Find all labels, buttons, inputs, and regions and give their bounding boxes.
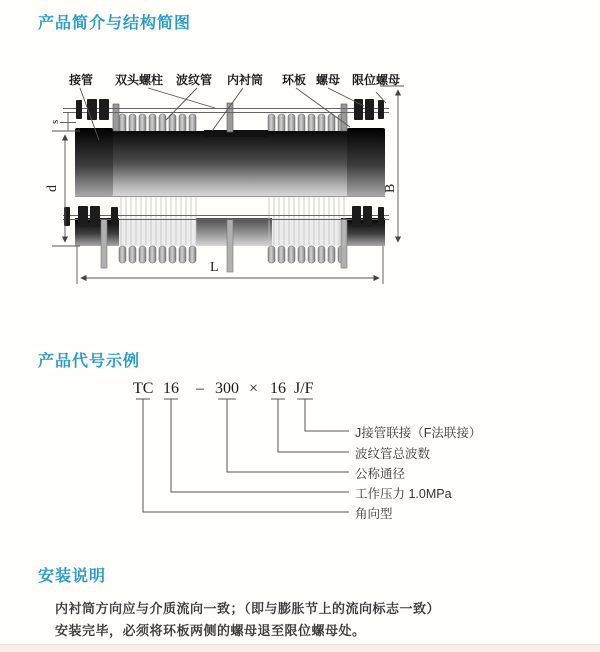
- bellows-convolution: [189, 114, 196, 133]
- code-annotation-type: 角向型: [355, 507, 393, 521]
- code-annotation-pressure: 工作压力 1.0MPa: [355, 487, 452, 501]
- page-bottom-strip: [0, 644, 600, 652]
- lower-bellows-right: [268, 246, 345, 263]
- upper-bellows-right: [268, 114, 345, 133]
- bellows-convolution: [129, 246, 136, 263]
- stud-upper-center: [227, 103, 233, 132]
- bellows-convolution: [328, 246, 335, 263]
- bellows-convolution: [179, 246, 186, 263]
- bellows-convolution: [288, 114, 295, 133]
- part-label-jieguan: 接管: [68, 73, 94, 87]
- install-note-line1: 内衬筒方向应与介质流向一致；（即与膨胀节上的流向标志一致）: [55, 601, 441, 616]
- bellows-convolution: [119, 246, 126, 263]
- code-part-connection: J/F: [294, 380, 314, 397]
- dim-label-d: d: [45, 185, 60, 192]
- section-title-install: 安装说明: [38, 568, 107, 585]
- bellows-convolution: [298, 246, 305, 263]
- bellows-convolution: [318, 114, 325, 133]
- upper-cap-left: [75, 128, 113, 196]
- bellows-convolution: [268, 114, 275, 133]
- bellows-convolution: [119, 114, 126, 133]
- part-label-limitnut: 限位螺母: [351, 73, 401, 87]
- section-title-code: 产品代号示例: [38, 353, 141, 370]
- part-label-bellows: 波纹管: [175, 73, 213, 87]
- bellows-convolution: [318, 246, 325, 263]
- bellows-convolution: [308, 114, 315, 133]
- part-labels: [68, 72, 400, 87]
- stud-lower-center: [227, 219, 233, 272]
- limit-nut-lower-right: [378, 207, 384, 226]
- nut-lower-right-b: [363, 206, 372, 227]
- code-part-waves: 16: [270, 380, 286, 397]
- lower-bellows-left: [119, 246, 196, 263]
- bellows-convolution: [268, 246, 275, 263]
- bellows-convolution: [179, 114, 186, 133]
- code-part-times: ×: [249, 380, 259, 397]
- bellows-convolution: [149, 246, 156, 263]
- dim-label-L: L: [210, 260, 219, 275]
- part-label-stud: 双头螺柱: [114, 73, 164, 87]
- bellows-convolution: [189, 246, 196, 263]
- section-title-intro: 产品简介与结构简图: [38, 15, 192, 32]
- lower-center-section: [196, 218, 272, 246]
- bellows-convolution: [278, 246, 285, 263]
- structure-diagram: [0, 58, 470, 310]
- bellows-convolution: [288, 246, 295, 263]
- part-label-ringplate: 环板: [281, 73, 307, 87]
- nut-lower-left-b: [90, 206, 100, 227]
- bellows-convolution: [328, 114, 335, 133]
- bellows-convolution: [169, 114, 176, 133]
- code-part-diameter: 300: [215, 380, 239, 397]
- install-note-line2: 安装完毕，必须将环板两侧的螺母退至限位螺母处。: [55, 623, 366, 638]
- code-part-type: TC: [133, 380, 154, 397]
- upper-cap-right: [347, 128, 385, 196]
- limit-nut-upper-left: [76, 100, 82, 119]
- limit-nut-upper-right: [378, 100, 384, 119]
- code-part-dash: –: [196, 380, 204, 397]
- dim-label-B: B: [383, 183, 398, 193]
- dim-label-s: s: [49, 119, 61, 124]
- bellows-convolution: [139, 114, 146, 133]
- nut-lower-right-a: [352, 206, 361, 227]
- nut-lower-left-c: [111, 207, 118, 226]
- part-label-nut: 螺母: [315, 73, 341, 87]
- lower-bellows-bg-left: [119, 218, 196, 246]
- code-annotation-waves: 波纹管总波数: [355, 447, 431, 461]
- code-annotation-connection: J接管联接（F法联接）: [355, 426, 482, 440]
- code-part-pressure: 16: [163, 380, 179, 397]
- bellows-convolution: [139, 246, 146, 263]
- nut-lower-left-a: [78, 206, 88, 227]
- part-label-liner: 内衬筒: [226, 73, 264, 87]
- bellows-convolution: [159, 114, 166, 133]
- bellows-convolution: [278, 114, 285, 133]
- pipe-body: [75, 131, 385, 196]
- upper-bellows-left: [119, 114, 196, 133]
- stud-lower-left: [101, 219, 107, 268]
- bellows-convolution: [308, 246, 315, 263]
- bellows-convolution: [159, 246, 166, 263]
- bellows-convolution: [298, 114, 305, 133]
- bellows-convolution: [169, 246, 176, 263]
- nut-upper-left-a: [87, 99, 97, 120]
- code-connector-lines: [0, 372, 600, 522]
- nut-upper-left-b: [99, 99, 109, 120]
- liner-band-center: [204, 130, 268, 137]
- code-annotation-diameter: 公称通径: [355, 467, 406, 481]
- upper-body: [75, 128, 385, 197]
- bellows-convolution: [129, 114, 136, 133]
- nut-upper-right-b: [365, 99, 374, 120]
- bellows-convolution: [149, 114, 156, 133]
